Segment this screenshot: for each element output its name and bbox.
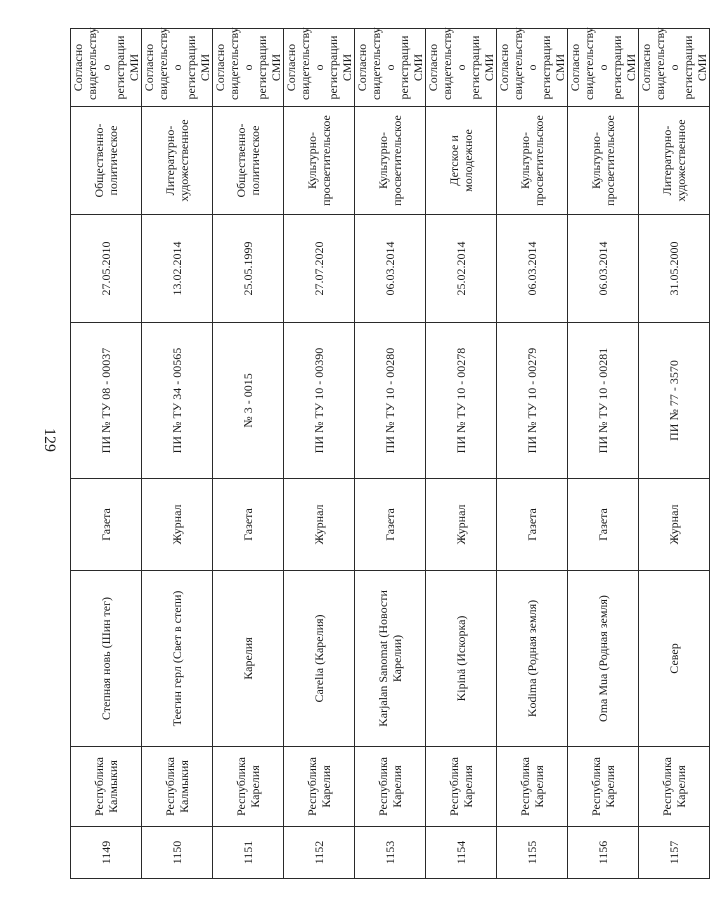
media-type-cell: Газета: [71, 479, 142, 571]
registration-date-cell: 06.03.2014: [568, 215, 639, 323]
page-number: 129: [41, 428, 58, 452]
row-number-cell: 1150: [142, 827, 213, 879]
basis-cell: Согласно свидетельству о регистрации СМИ: [497, 29, 568, 107]
topic-cell: Культурно-просветительское: [284, 107, 355, 215]
table-body: [71, 29, 710, 879]
media-type-cell: Газета: [497, 479, 568, 571]
registration-number-cell: ПИ № ТУ 10 - 00279: [497, 323, 568, 479]
basis-cell: Согласно свидетельству о регистрации СМИ: [355, 29, 426, 107]
table-row: [426, 29, 497, 879]
region-cell: Республика Калмыкия: [71, 747, 142, 827]
registration-number-cell: ПИ № 77 - 3570: [639, 323, 710, 479]
topic-cell: Литературно-художественное: [639, 107, 710, 215]
media-type-cell: Журнал: [284, 479, 355, 571]
registration-date-cell: 13.02.2014: [142, 215, 213, 323]
basis-cell: Согласно свидетельству о регистрации СМИ: [213, 29, 284, 107]
media-title-cell: Karjalan Sanomat (Новости Карелии): [355, 571, 426, 747]
region-cell: Республика Карелия: [284, 747, 355, 827]
table-row: [213, 29, 284, 879]
region-cell: Республика Карелия: [639, 747, 710, 827]
topic-cell: Культурно-просветительское: [568, 107, 639, 215]
media-title-cell: Север: [639, 571, 710, 747]
media-title-cell: Карелия: [213, 571, 284, 747]
registration-number-cell: ПИ № ТУ 10 - 00390: [284, 323, 355, 479]
rotated-table-wrapper: [70, 27, 709, 879]
media-title-cell: Carelia (Карелия): [284, 571, 355, 747]
registration-date-cell: 06.03.2014: [355, 215, 426, 323]
registration-date-cell: 25.05.1999: [213, 215, 284, 323]
region-cell: Республика Калмыкия: [142, 747, 213, 827]
media-type-cell: Журнал: [142, 479, 213, 571]
registration-number-cell: ПИ № ТУ 08 - 00037: [71, 323, 142, 479]
registration-date-cell: 31.05.2000: [639, 215, 710, 323]
media-title-cell: Oma Mua (Родная земля): [568, 571, 639, 747]
row-number-cell: 1156: [568, 827, 639, 879]
row-number-cell: 1152: [284, 827, 355, 879]
table-row: [639, 29, 710, 879]
media-title-cell: Kipinä (Искорка): [426, 571, 497, 747]
region-cell: Республика Карелия: [355, 747, 426, 827]
row-number-cell: 1151: [213, 827, 284, 879]
topic-cell: Общественно-политическое: [71, 107, 142, 215]
topic-cell: Детское и молодежное: [426, 107, 497, 215]
registration-date-cell: 27.07.2020: [284, 215, 355, 323]
registration-date-cell: 27.05.2010: [71, 215, 142, 323]
basis-cell: Согласно свидетельству о регистрации СМИ: [639, 29, 710, 107]
media-title-cell: Степная новь (Шин тег): [71, 571, 142, 747]
topic-cell: Культурно-просветительское: [497, 107, 568, 215]
region-cell: Республика Карелия: [568, 747, 639, 827]
registration-number-cell: ПИ № ТУ 10 - 00281: [568, 323, 639, 479]
topic-cell: Литературно-художественное: [142, 107, 213, 215]
topic-cell: Культурно-просветительское: [355, 107, 426, 215]
media-type-cell: Журнал: [426, 479, 497, 571]
media-type-cell: Газета: [355, 479, 426, 571]
table-row: [284, 29, 355, 879]
media-title-cell: Kodima (Родная земля): [497, 571, 568, 747]
media-type-cell: Газета: [568, 479, 639, 571]
media-type-cell: Журнал: [639, 479, 710, 571]
row-number-cell: 1155: [497, 827, 568, 879]
table-row: [497, 29, 568, 879]
media-registry-table: [70, 28, 710, 879]
row-number-cell: 1153: [355, 827, 426, 879]
registration-number-cell: ПИ № ТУ 10 - 00278: [426, 323, 497, 479]
media-type-cell: Газета: [213, 479, 284, 571]
table-row: [568, 29, 639, 879]
registration-date-cell: 06.03.2014: [497, 215, 568, 323]
basis-cell: Согласно свидетельству о регистрации СМИ: [568, 29, 639, 107]
basis-cell: Согласно свидетельству о регистрации СМИ: [426, 29, 497, 107]
registration-number-cell: № 3 - 0015: [213, 323, 284, 479]
region-cell: Республика Карелия: [497, 747, 568, 827]
registration-date-cell: 25.02.2014: [426, 215, 497, 323]
region-cell: Республика Карелия: [213, 747, 284, 827]
row-number-cell: 1154: [426, 827, 497, 879]
media-title-cell: Теегин герл (Свет в степи): [142, 571, 213, 747]
basis-cell: Согласно свидетельству о регистрации СМИ: [71, 29, 142, 107]
registration-number-cell: ПИ № ТУ 10 - 00280: [355, 323, 426, 479]
registration-number-cell: ПИ № ТУ 34 - 00565: [142, 323, 213, 479]
basis-cell: Согласно свидетельству о регистрации СМИ: [142, 29, 213, 107]
table-row: [142, 29, 213, 879]
table-row: [355, 29, 426, 879]
row-number-cell: 1149: [71, 827, 142, 879]
basis-cell: Согласно свидетельству о регистрации СМИ: [284, 29, 355, 107]
table-row: [71, 29, 142, 879]
region-cell: Республика Карелия: [426, 747, 497, 827]
topic-cell: Общественно-политическое: [213, 107, 284, 215]
row-number-cell: 1157: [639, 827, 710, 879]
